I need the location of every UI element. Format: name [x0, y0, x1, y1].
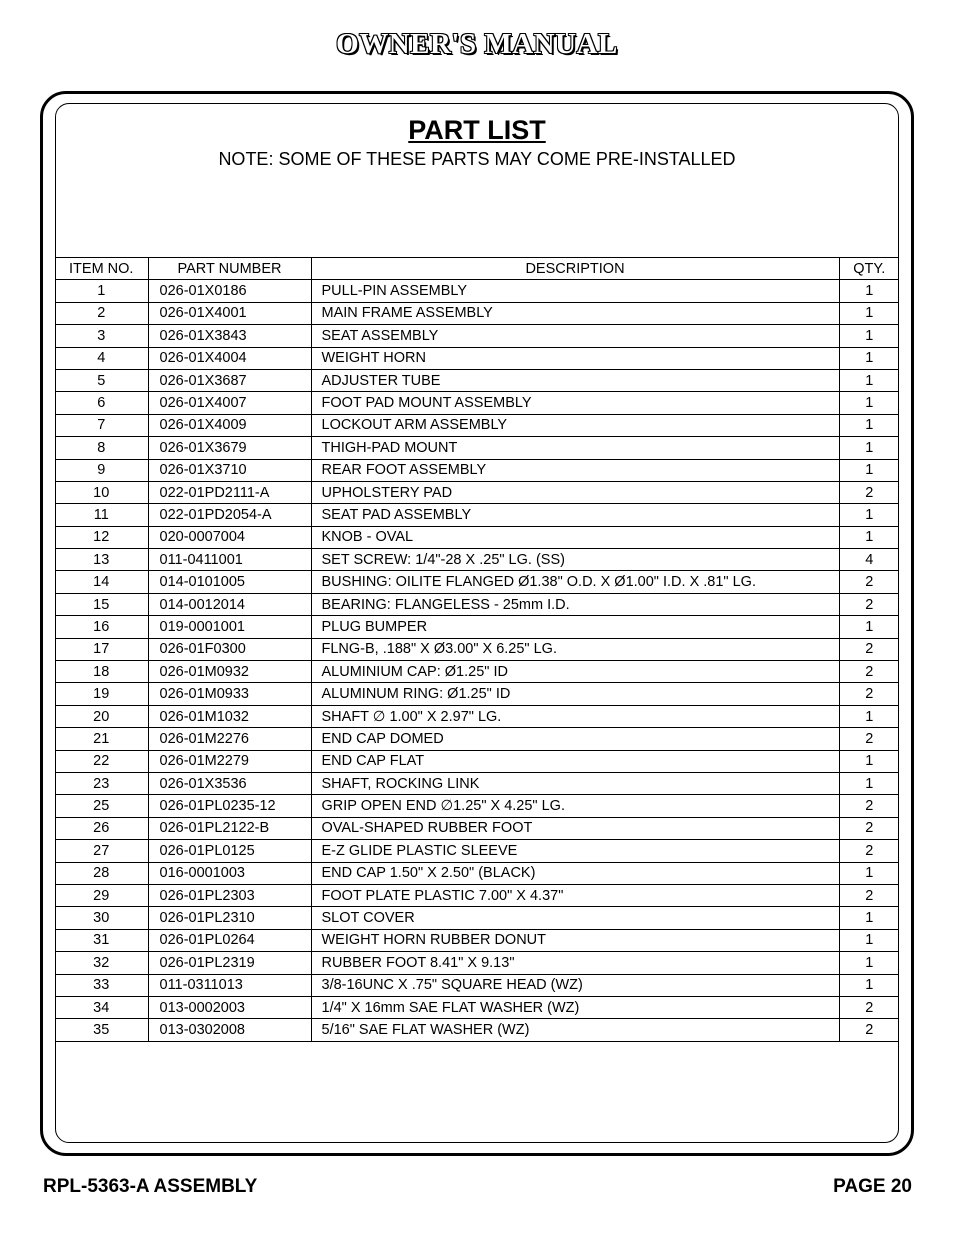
qty-cell: 2: [839, 884, 899, 906]
table-row: [55, 884, 899, 906]
item-no-cell: 22: [55, 750, 148, 772]
qty-cell: 1: [839, 862, 899, 884]
qty-cell: 1: [839, 616, 899, 638]
part-number-cell: 013-0302008: [148, 1019, 311, 1041]
part-number-cell: 011-0411001: [148, 549, 311, 571]
table-row: [55, 840, 899, 862]
description-cell: FOOT PAD MOUNT ASSEMBLY: [311, 392, 839, 414]
description-cell: FOOT PLATE PLASTIC 7.00" X 4.37": [311, 884, 839, 906]
qty-cell: 1: [839, 369, 899, 391]
item-no-cell: 33: [55, 974, 148, 996]
item-no-cell: 9: [55, 459, 148, 481]
qty-cell: 1: [839, 705, 899, 727]
description-cell: SLOT COVER: [311, 907, 839, 929]
qty-cell: 1: [839, 929, 899, 951]
table-row: [55, 795, 899, 817]
description-cell: BUSHING: OILITE FLANGED Ø1.38" O.D. X Ø1.00" I.D. X .81" LG.: [311, 571, 839, 593]
item-no-cell: 13: [55, 549, 148, 571]
table-row: [55, 750, 899, 772]
part-number-cell: 026-01X3687: [148, 369, 311, 391]
qty-cell: 1: [839, 325, 899, 347]
table-row: [55, 347, 899, 369]
part-number-cell: 019-0001001: [148, 616, 311, 638]
part-number-cell: 016-0001003: [148, 862, 311, 884]
qty-cell: 2: [839, 728, 899, 750]
part-number-cell: 022-01PD2054-A: [148, 504, 311, 526]
table-row: [55, 929, 899, 951]
page-number: PAGE 20: [833, 1176, 912, 1197]
part-list-title: PART LIST: [408, 115, 546, 145]
table-row: [55, 1019, 899, 1041]
qty-cell: 1: [839, 459, 899, 481]
pre-installed-note: NOTE: SOME OF THESE PARTS MAY COME PRE-INSTALLED: [218, 149, 736, 169]
table-row: [55, 325, 899, 347]
part-number-cell: 026-01PL2303: [148, 884, 311, 906]
header-item-no: ITEM NO.: [55, 258, 148, 280]
description-cell: MAIN FRAME ASSEMBLY: [311, 302, 839, 324]
table-row: [55, 302, 899, 324]
qty-cell: 4: [839, 549, 899, 571]
item-no-cell: 23: [55, 772, 148, 794]
part-number-cell: 022-01PD2111-A: [148, 481, 311, 503]
description-cell: SHAFT ∅ 1.00" X 2.97" LG.: [311, 705, 839, 727]
part-number-cell: 026-01X3679: [148, 437, 311, 459]
part-number-cell: 026-01X3843: [148, 325, 311, 347]
item-no-cell: 3: [55, 325, 148, 347]
part-number-cell: 026-01X4004: [148, 347, 311, 369]
table-row: [55, 571, 899, 593]
table-row: [55, 481, 899, 503]
item-no-cell: 35: [55, 1019, 148, 1041]
table-row: [55, 974, 899, 996]
item-no-cell: 32: [55, 952, 148, 974]
qty-cell: 1: [839, 347, 899, 369]
table-row: [55, 616, 899, 638]
item-no-cell: 29: [55, 884, 148, 906]
table-row: [55, 862, 899, 884]
qty-cell: 2: [839, 571, 899, 593]
description-cell: SEAT PAD ASSEMBLY: [311, 504, 839, 526]
part-number-cell: 026-01M2279: [148, 750, 311, 772]
part-number-cell: 026-01M0932: [148, 661, 311, 683]
table-row: [55, 459, 899, 481]
description-cell: 3/8-16UNC X .75" SQUARE HEAD (WZ): [311, 974, 839, 996]
item-no-cell: 15: [55, 593, 148, 615]
table-row: [55, 907, 899, 929]
manual-title: OWNER'S MANUAL: [336, 28, 618, 60]
description-cell: BEARING: FLANGELESS - 25mm I.D.: [311, 593, 839, 615]
description-cell: 5/16" SAE FLAT WASHER (WZ): [311, 1019, 839, 1041]
part-number-cell: 026-01PL0235-12: [148, 795, 311, 817]
description-cell: WEIGHT HORN: [311, 347, 839, 369]
description-cell: WEIGHT HORN RUBBER DONUT: [311, 929, 839, 951]
header-description: DESCRIPTION: [311, 258, 839, 280]
item-no-cell: 26: [55, 817, 148, 839]
qty-cell: 2: [839, 661, 899, 683]
description-cell: SET SCREW: 1/4"-28 X .25" LG. (SS): [311, 549, 839, 571]
header-part-number: PART NUMBER: [148, 258, 311, 280]
item-no-cell: 30: [55, 907, 148, 929]
item-no-cell: 12: [55, 526, 148, 548]
qty-cell: 2: [839, 996, 899, 1018]
item-no-cell: 14: [55, 571, 148, 593]
table-row: [55, 728, 899, 750]
table-row: [55, 392, 899, 414]
qty-cell: 1: [839, 907, 899, 929]
description-cell: ALUMINIUM CAP: Ø1.25" ID: [311, 661, 839, 683]
item-no-cell: 31: [55, 929, 148, 951]
qty-cell: 2: [839, 683, 899, 705]
table-row: [55, 280, 899, 302]
table-row: [55, 996, 899, 1018]
description-cell: 1/4" X 16mm SAE FLAT WASHER (WZ): [311, 996, 839, 1018]
part-number-cell: 026-01PL0125: [148, 840, 311, 862]
qty-cell: 1: [839, 952, 899, 974]
assembly-id: RPL-5363-A ASSEMBLY: [43, 1176, 258, 1197]
qty-cell: 2: [839, 817, 899, 839]
description-cell: END CAP DOMED: [311, 728, 839, 750]
part-number-cell: 026-01PL2319: [148, 952, 311, 974]
description-cell: RUBBER FOOT 8.41" X 9.13": [311, 952, 839, 974]
item-no-cell: 17: [55, 638, 148, 660]
part-number-cell: 026-01X3710: [148, 459, 311, 481]
item-no-cell: 6: [55, 392, 148, 414]
qty-cell: 2: [839, 1019, 899, 1041]
table-row: [55, 952, 899, 974]
header-qty: QTY.: [839, 258, 899, 280]
description-cell: PULL-PIN ASSEMBLY: [311, 280, 839, 302]
qty-cell: 2: [839, 481, 899, 503]
part-number-cell: 026-01PL2310: [148, 907, 311, 929]
part-number-cell: 026-01PL2122-B: [148, 817, 311, 839]
qty-cell: 2: [839, 795, 899, 817]
qty-cell: 1: [839, 280, 899, 302]
qty-cell: 1: [839, 526, 899, 548]
part-number-cell: 026-01M1032: [148, 705, 311, 727]
item-no-cell: 19: [55, 683, 148, 705]
description-cell: KNOB - OVAL: [311, 526, 839, 548]
item-no-cell: 25: [55, 795, 148, 817]
table-row: [55, 593, 899, 615]
description-cell: OVAL-SHAPED RUBBER FOOT: [311, 817, 839, 839]
table-row: [55, 638, 899, 660]
part-number-cell: 026-01M2276: [148, 728, 311, 750]
item-no-cell: 16: [55, 616, 148, 638]
table-row: [55, 437, 899, 459]
part-number-cell: 020-0007004: [148, 526, 311, 548]
part-number-cell: 026-01X4007: [148, 392, 311, 414]
qty-cell: 1: [839, 302, 899, 324]
table-header-row: [55, 258, 899, 280]
parts-table-body: [55, 280, 899, 1041]
part-number-cell: 026-01M0933: [148, 683, 311, 705]
description-cell: E-Z GLIDE PLASTIC SLEEVE: [311, 840, 839, 862]
qty-cell: 1: [839, 750, 899, 772]
table-row: [55, 414, 899, 436]
description-cell: REAR FOOT ASSEMBLY: [311, 459, 839, 481]
qty-cell: 1: [839, 392, 899, 414]
item-no-cell: 18: [55, 661, 148, 683]
description-cell: SHAFT, ROCKING LINK: [311, 772, 839, 794]
qty-cell: 1: [839, 504, 899, 526]
qty-cell: 1: [839, 772, 899, 794]
description-cell: FLNG-B, .188" X Ø3.00" X 6.25" LG.: [311, 638, 839, 660]
table-row: [55, 504, 899, 526]
item-no-cell: 21: [55, 728, 148, 750]
qty-cell: 2: [839, 593, 899, 615]
item-no-cell: 27: [55, 840, 148, 862]
item-no-cell: 28: [55, 862, 148, 884]
description-cell: ADJUSTER TUBE: [311, 369, 839, 391]
description-cell: UPHOLSTERY PAD: [311, 481, 839, 503]
item-no-cell: 4: [55, 347, 148, 369]
item-no-cell: 2: [55, 302, 148, 324]
table-row: [55, 705, 899, 727]
description-cell: END CAP 1.50" X 2.50" (BLACK): [311, 862, 839, 884]
description-cell: SEAT ASSEMBLY: [311, 325, 839, 347]
description-cell: LOCKOUT ARM ASSEMBLY: [311, 414, 839, 436]
part-number-cell: 014-0101005: [148, 571, 311, 593]
item-no-cell: 1: [55, 280, 148, 302]
part-number-cell: 026-01X3536: [148, 772, 311, 794]
item-no-cell: 7: [55, 414, 148, 436]
item-no-cell: 10: [55, 481, 148, 503]
description-cell: GRIP OPEN END ∅1.25" X 4.25" LG.: [311, 795, 839, 817]
qty-cell: 1: [839, 974, 899, 996]
table-row: [55, 817, 899, 839]
part-number-cell: 026-01X4001: [148, 302, 311, 324]
parts-table: [55, 257, 899, 1042]
part-number-cell: 026-01F0300: [148, 638, 311, 660]
table-row: [55, 772, 899, 794]
part-number-cell: 026-01X0186: [148, 280, 311, 302]
description-cell: THIGH-PAD MOUNT: [311, 437, 839, 459]
part-number-cell: 026-01X4009: [148, 414, 311, 436]
part-number-cell: 013-0002003: [148, 996, 311, 1018]
item-no-cell: 34: [55, 996, 148, 1018]
table-row: [55, 549, 899, 571]
part-number-cell: 014-0012014: [148, 593, 311, 615]
table-row: [55, 661, 899, 683]
table-row: [55, 526, 899, 548]
table-row: [55, 683, 899, 705]
qty-cell: 2: [839, 638, 899, 660]
item-no-cell: 5: [55, 369, 148, 391]
description-cell: ALUMINUM RING: Ø1.25" ID: [311, 683, 839, 705]
qty-cell: 1: [839, 437, 899, 459]
table-row: [55, 369, 899, 391]
part-number-cell: 011-0311013: [148, 974, 311, 996]
item-no-cell: 8: [55, 437, 148, 459]
part-number-cell: 026-01PL0264: [148, 929, 311, 951]
qty-cell: 1: [839, 414, 899, 436]
item-no-cell: 11: [55, 504, 148, 526]
qty-cell: 2: [839, 840, 899, 862]
description-cell: PLUG BUMPER: [311, 616, 839, 638]
description-cell: END CAP FLAT: [311, 750, 839, 772]
item-no-cell: 20: [55, 705, 148, 727]
